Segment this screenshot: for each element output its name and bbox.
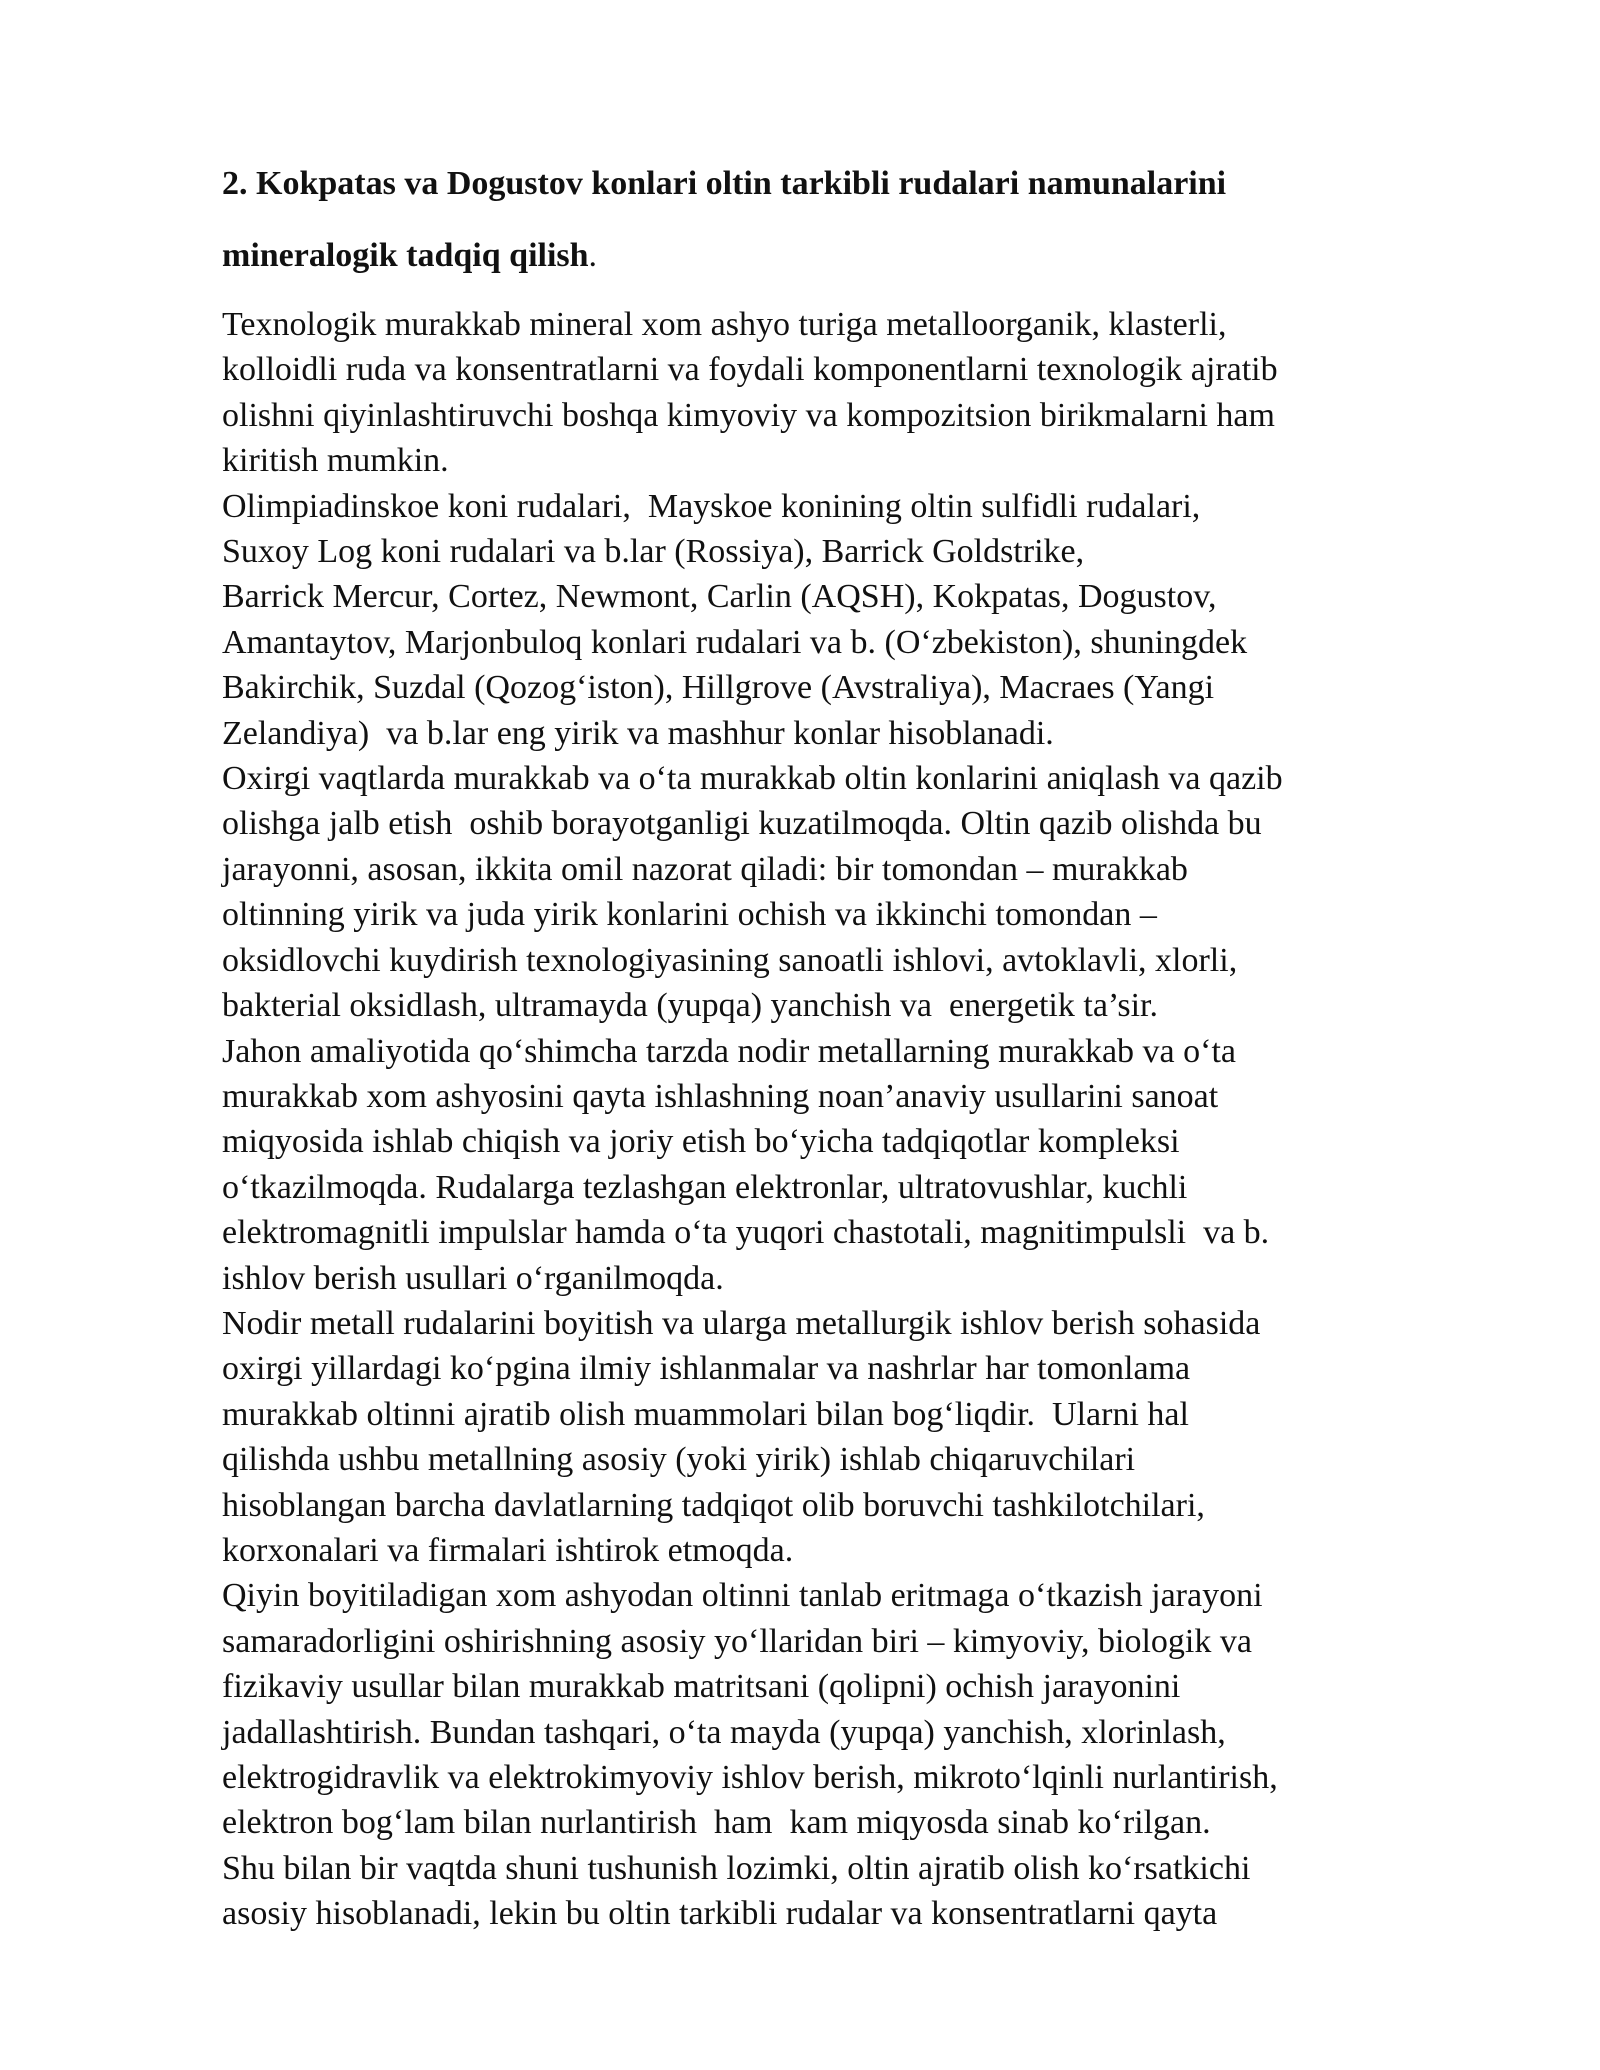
text-line: hisoblangan barcha davlatlarning tadqiqot olib boruvchi tashkilotchilari, [222, 1486, 1205, 1524]
text-line: Suxoy Log koni rudalari va b.lar (Rossiya), Barrick Goldstrike, [222, 533, 1085, 571]
text-line: korxonalari va firmalari ishtirok etmoqda. [222, 1531, 794, 1569]
heading-line-2-text: mineralogik tadqiq qilish [222, 237, 589, 274]
heading-line-1: 2. Kokpatas va Dogustov konlari oltin tarkibli rudalari namunalarini [222, 165, 1227, 202]
text-line: oksidlovchi kuydirish texnologiyasining sanoatli ishlovi, avtoklavli, xlorli, [222, 941, 1238, 979]
text-line: Texnologik murakkab mineral xom ashyo turiga metalloorganik, klasterli, [222, 306, 1227, 343]
text-line: asosiy hisoblanadi, lekin bu oltin tarkibli rudalar va konsentratlarni qayta [222, 1895, 1218, 1933]
text-line: Olimpiadinskoe koni rudalari, Mayskoe konining oltin sulfidli rudalari, [222, 487, 1201, 525]
text-line: murakkab oltinni ajratib olish muammolari bilan bog‘liqdir. Ularni hal [222, 1395, 1189, 1433]
text-line: Bakirchik, Suzdal (Qozog‘iston), Hillgrove (Avstraliya), Macraes (Yangi [222, 669, 1215, 707]
text-line: oltinning yirik va juda yirik konlarini ochish va ikkinchi tomondan – [222, 896, 1157, 934]
text-line: Amantaytov, Marjonbuloq konlari rudalari va b. (O‘zbekiston), shuningdek [222, 623, 1248, 661]
text-line: fizikaviy usullar bilan murakkab matritsani (qolipni) ochish jarayonini [222, 1668, 1181, 1706]
text-line: elektron bog‘lam bilan nurlantirish ham kam miqyosda sinab ko‘rilgan. [222, 1804, 1211, 1842]
text-line: Barrick Mercur, Cortez, Newmont, Carlin (AQSH), Kokpatas, Dogustov, [222, 578, 1217, 616]
text-line: elektromagnitli impulslar hamda o‘ta yuqori chastotali, magnitimpulsli va b. [222, 1214, 1270, 1252]
text-line: olishni qiyinlashtiruvchi boshqa kimyoviy va kompozitsion birikmalarni ham [222, 396, 1275, 434]
text-line: Nodir metall rudalarini boyitish va ularga metallurgik ishlov berish sohasida [222, 1304, 1261, 1342]
text-line: Shu bilan bir vaqtda shuni tushunish lozimki, oltin ajratib olish ko‘rsatkichi [222, 1849, 1251, 1887]
body-text [222, 302, 1382, 1937]
text-line: jadallashtirish. Bundan tashqari, o‘ta mayda (yupqa) yanchish, xlorinlash, [222, 1713, 1226, 1751]
text-line: ishlov berish usullari o‘rganilmoqda. [222, 1259, 724, 1297]
section-heading [222, 148, 1382, 292]
text-line: Qiyin boyitiladigan xom ashyodan oltinni tanlab eritmaga o‘tkazish jarayoni [222, 1577, 1263, 1615]
text-line: murakkab xom ashyosini qayta ishlashning noan’anaviy usullarini sanoat [222, 1077, 1219, 1115]
text-line: samaradorligini oshirishning asosiy yo‘llaridan biri – kimyoviy, biologik va [222, 1622, 1252, 1660]
text-line: miqyosida ishlab chiqish va joriy etish bo‘yicha tadqiqotlar kompleksi [222, 1123, 1180, 1161]
text-line: qilishda ushbu metallning asosiy (yoki yirik) ishlab chiqaruvchilari [222, 1441, 1136, 1479]
heading-period: . [588, 237, 598, 274]
text-line: olishga jalb etish oshib borayotganligi kuzatilmoqda. Oltin qazib olishda bu [222, 805, 1262, 843]
page-content [222, 148, 1382, 1937]
text-line: Zelandiya) va b.lar eng yirik va mashhur konlar hisoblanadi. [222, 714, 1054, 752]
text-line: kiritish mumkin. [222, 442, 449, 480]
text-line: Oxirgi vaqtlarda murakkab va o‘ta murakkab oltin konlarini aniqlash va qazib [222, 760, 1283, 798]
text-line: Jahon amaliyotida qo‘shimcha tarzda nodir metallarning murakkab va o‘ta [222, 1032, 1236, 1070]
text-line: kolloidli ruda va konsentratlarni va foydali komponentlarni texnologik ajratib [222, 351, 1278, 389]
text-line: o‘tkazilmoqda. Rudalarga tezlashgan elektronlar, ultratovushlar, kuchli [222, 1168, 1188, 1206]
text-line: elektrogidravlik va elektrokimyoviy ishlov berish, mikroto‘lqinli nurlantirish, [222, 1759, 1278, 1796]
heading-line-2 [222, 220, 1382, 292]
text-line: jarayonni, asosan, ikkita omil nazorat qiladi: bir tomondan – murakkab [222, 850, 1188, 888]
text-line: bakterial oksidlash, ultramayda (yupqa) yanchish va energetik ta’sir. [222, 987, 1158, 1025]
text-line: oxirgi yillardagi ko‘pgina ilmiy ishlanmalar va nashrlar har tomonlama [222, 1350, 1191, 1388]
